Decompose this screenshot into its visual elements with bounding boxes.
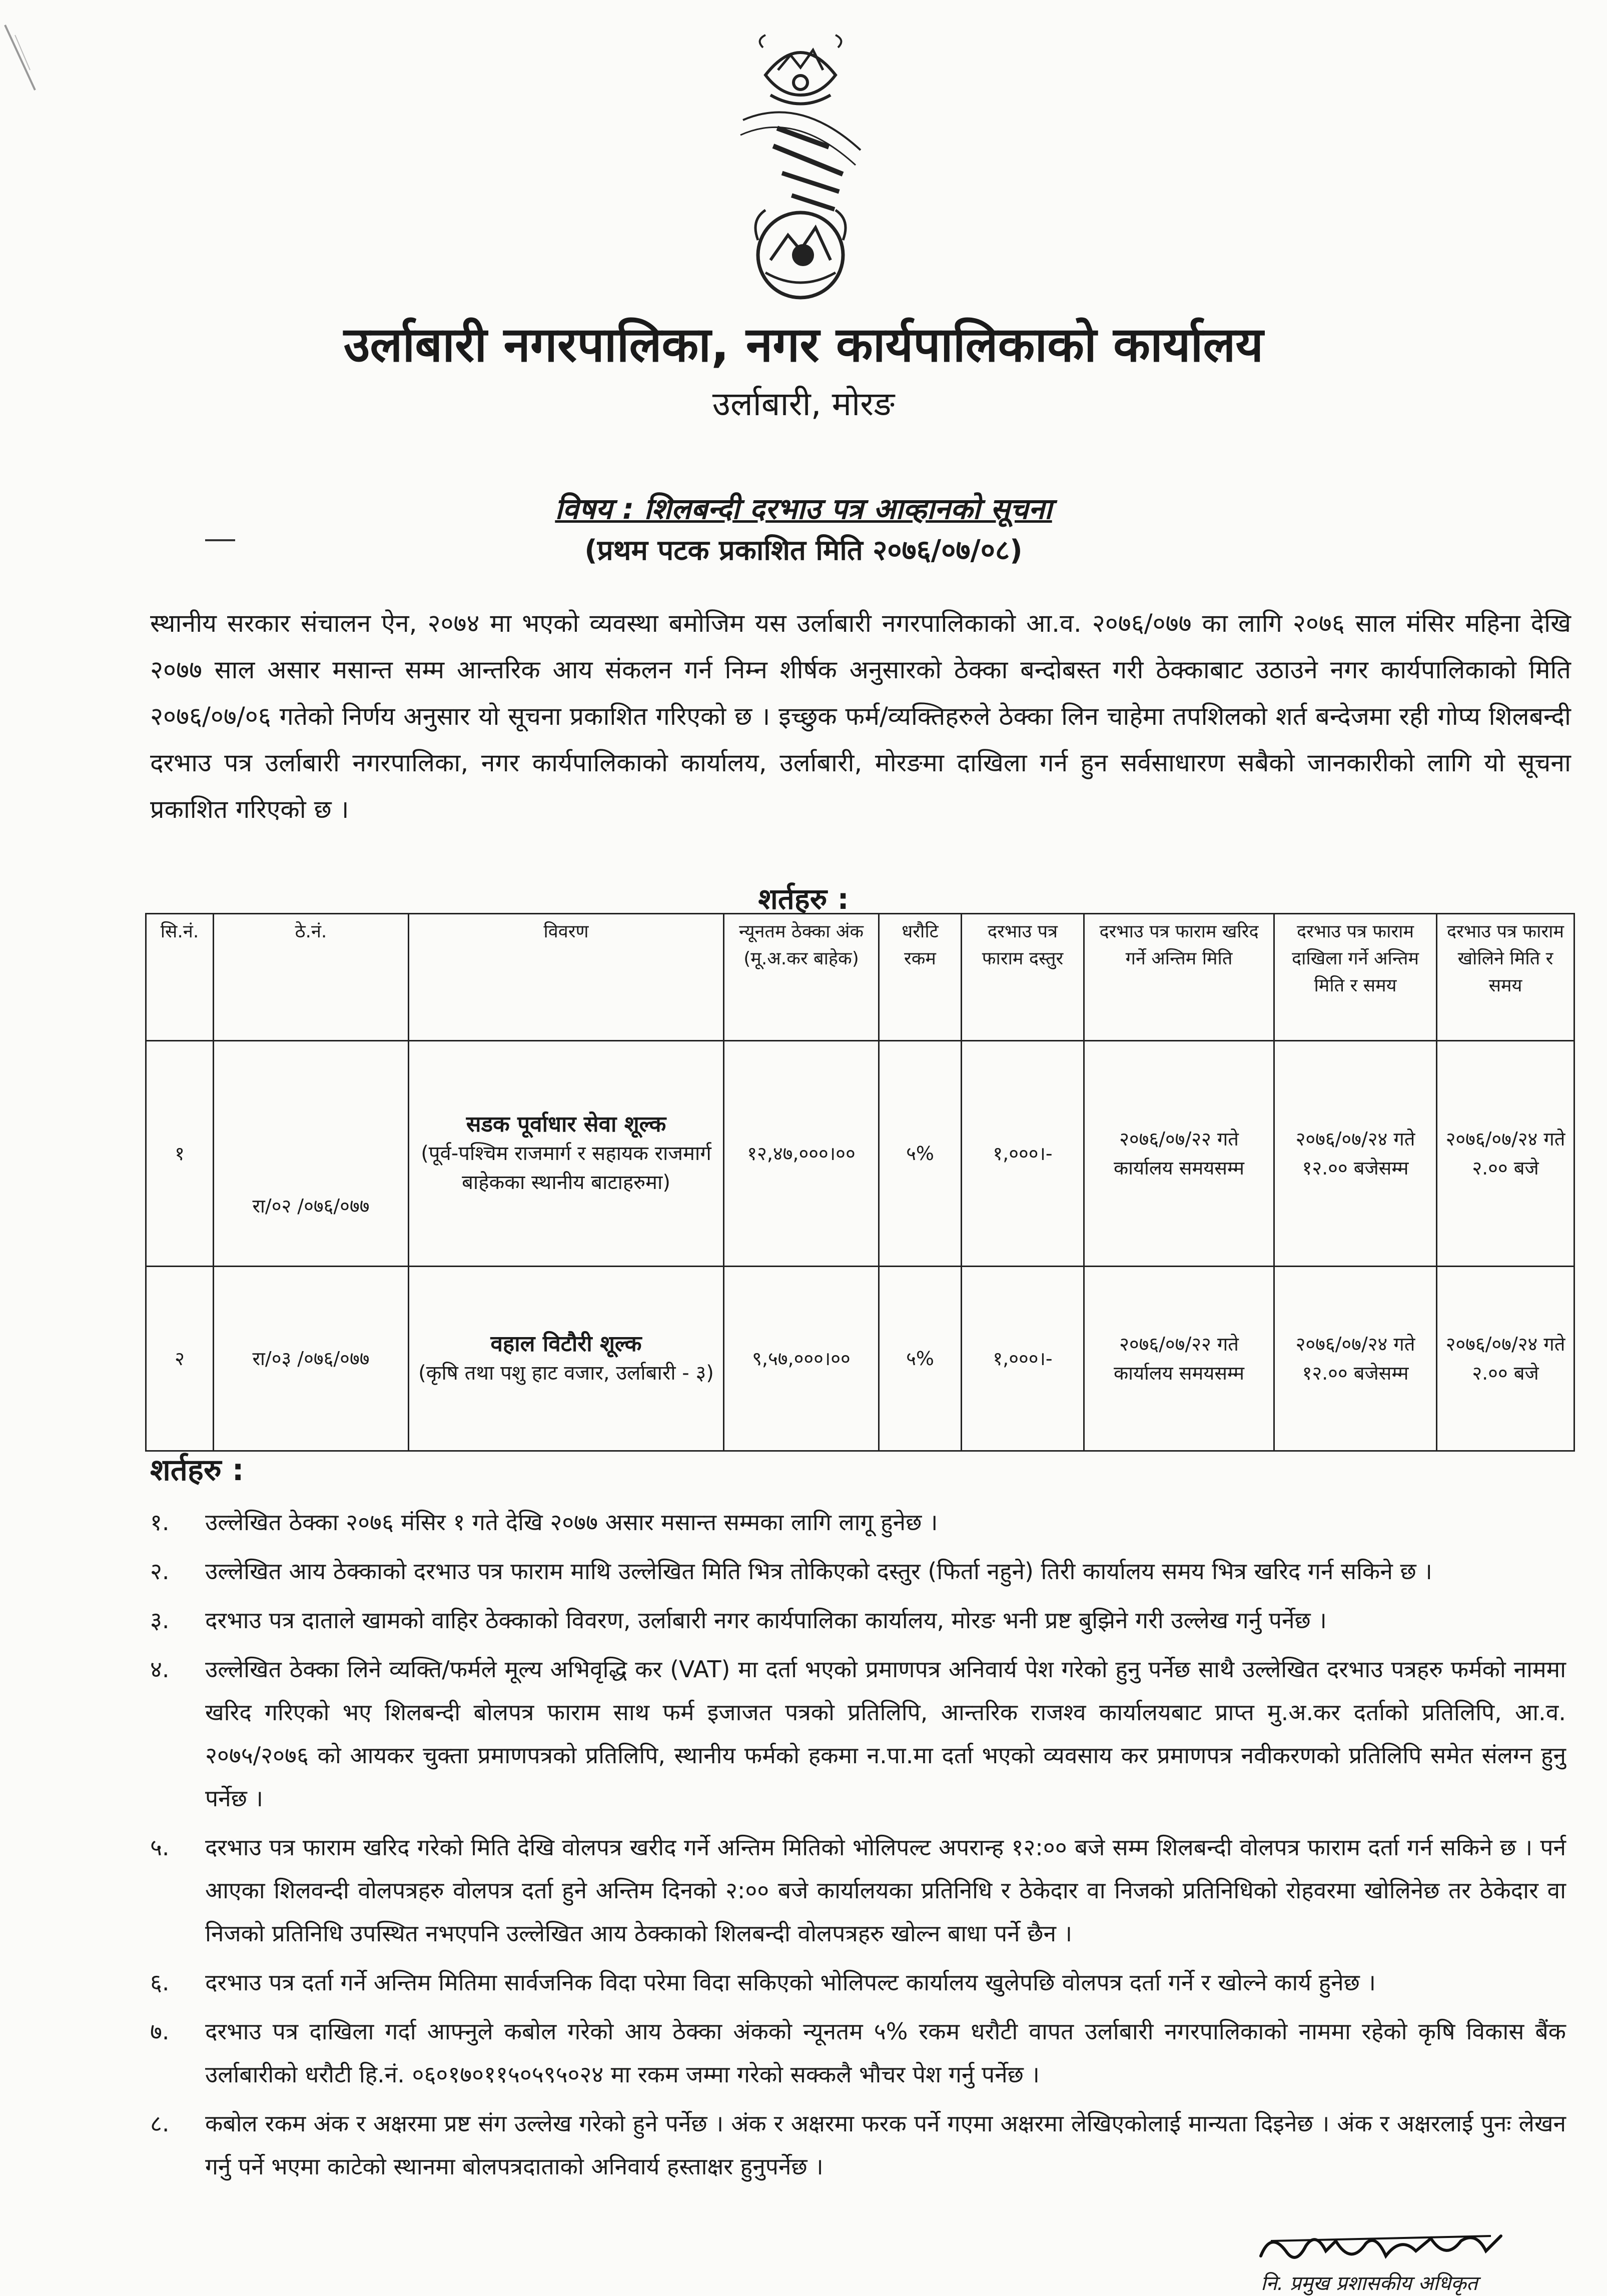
term-item [150,1961,1566,2004]
cell-description [409,1267,724,1451]
cell-description [409,1041,724,1267]
cell-form-fee: १,०००।- [962,1267,1084,1451]
term-number: ८. [150,2110,170,2137]
cell-sn: १ [146,1041,214,1267]
term-number: ६. [150,1969,170,1996]
cell-opening: २०७६/०७/२४ गते २.०० बजे [1437,1041,1574,1267]
terms-heading: शर्तहरु : [150,1453,244,1488]
term-text: उल्लेखित आय ठेक्काको दरभाउ पत्र फाराम माथि उल्लेखित मिति भित्र तोकिएको दस्तुर (फिर्ता नहुने) तिरी कार्यालय समय भित्र खरिद गर्न सकिने छ । [205,1558,1432,1585]
handwritten-signature [1251,2221,1511,2276]
cell-sn: २ [146,1267,214,1451]
col-header-form-fee: दरभाउ पत्र फाराम दस्तुर [962,914,1084,1041]
col-header-sn: सि.नं. [146,914,214,1041]
term-item [150,1826,1566,1955]
first-published-date: (प्रथम पटक प्रकाशित मिति २०७६/०७/०८) [584,534,1023,567]
cell-purchase-deadline: २०७६/०७/२२ गते कार्यालय समयसम्म [1084,1267,1274,1451]
cell-deposit: ५% [879,1267,962,1451]
item-detail: (पूर्व-पश्चिम राजमार्ग र सहायक राजमार्ग बाहेकका स्थानीय बाटाहरुमा) [421,1142,711,1194]
cell-min-amount: ९,५७,०००।०० [724,1267,879,1451]
term-item [150,1599,1566,1642]
term-item [150,1501,1566,1544]
term-number: ४. [150,1656,170,1683]
term-text: उल्लेखित ठेक्का लिने व्यक्ति/फर्मले मूल्य अभिवृद्धि कर (VAT) मा दर्ता भएको प्रमाणपत्र अनिवार्य पेश गरेको हुनु पर्नेछ साथै उल्लेखित दरभाउ पत्रहरु फर्मको नाममा खरिद गरिएको भए शिलबन्दी बोलपत्र फाराम साथ फर्म इजाजत पत्रको प्रतिलिपि, आन्तरिक राजश्व कार्यालयबाट प्राप्त मु.अ.कर दर्ताको प्रतिलिपि, आ.व. २०७५/२०७६ को आयकर चुक्ता प्रमाणपत्रको प्रतिलिपि, स्थानीय फर्मको हकमा न.पा.मा दर्ता भएको व्यवसाय कर प्रमाणपत्र नवीकरणको प्रतिलिपि समेत संलग्न हुनु पर्नेछ । [205,1656,1566,1812]
notice-subject: विषय : शिलबन्दी दरभाउ पत्र आव्हानको सूचना [555,492,1052,526]
terms-list [150,1501,1566,2194]
col-header-min-amount: न्यूनतम ठेक्का अंक (मू.अ.कर बाहेक) [724,914,879,1041]
cell-purchase-deadline: २०७६/०७/२२ गते कार्यालय समयसम्म [1084,1041,1274,1267]
col-header-description: विवरण [409,914,724,1041]
item-detail: (कृषि तथा पशु हाट वजार, उर्लाबारी - ३) [418,1362,714,1385]
term-item [150,2102,1566,2188]
term-item [150,1648,1566,1820]
table-row [146,1267,1574,1451]
term-number: ३. [150,1607,170,1634]
term-text: कबोल रकम अंक र अक्षरमा प्रष्ट संग उल्लेख गरेको हुने पर्नेछ । अंक र अक्षरमा फरक पर्ने गएमा अक्षरमा लेखिएकोलाई मान्यता दिइनेछ । अंक र अक्षरलाई पुनः लेखन गर्नु पर्ने भएमा काटेको स्थानमा बोलपत्रदाताको अनिवार्य हस्ताक्षर हुनुपर्नेछ । [205,2110,1566,2180]
term-text: दरभाउ पत्र दाताले खामको वाहिर ठेक्काको विवरण, उर्लाबारी नगर कार्यपालिका कार्यालय, मोरङ भनी प्रष्ट बुझिने गरी उल्लेख गर्नु पर्नेछ । [205,1607,1327,1634]
term-item [150,2010,1566,2096]
term-number: ५. [150,1834,170,1861]
scan-mark [0,15,60,95]
table-heading: शर्तहरु : [758,882,849,916]
col-header-purchase-deadline: दरभाउ पत्र फाराम खरिद गर्ने अन्तिम मिति [1084,914,1274,1041]
term-number: २. [150,1558,170,1585]
col-header-deposit: धरौटि रकम [879,914,962,1041]
cell-contract-no: रा/०२ /०७६/०७७ [214,1041,409,1267]
term-text: दरभाउ पत्र दाखिला गर्दा आफ्नुले कबोल गरेको आय ठेक्का अंकको न्यूनतम ५% रकम धरौटी वापत उर्लाबारी नगरपालिकाको नाममा रहेको कृषि विकास बैंक उर्लाबारीको धरौटी हि.नं. ०६०१७०११५०५९५०२४ मा रकम जम्मा गरेको सक्कलै भौचर पेश गर्नु पर्नेछ । [205,2018,1566,2088]
term-text: दरभाउ पत्र दर्ता गर्ने अन्तिम मितिमा सार्वजनिक विदा परेमा विदा सकिएको भोलिपल्ट कार्यालय खुलेपछि वोलपत्र दर्ता गर्ने र खोल्ने कार्य हुनेछ । [205,1969,1376,1996]
term-text: दरभाउ पत्र फाराम खरिद गरेको मिति देखि वोलपत्र खरीद गर्ने अन्तिम मितिको भोलिपल्ट अपरान्ह १२:०० बजे सम्म शिलबन्दी वोलपत्र फाराम दर्ता गर्न सकिने छ । पर्न आएका शिलवन्दी वोलपत्रहरु वोलपत्र दर्ता हुने अन्तिम दिनको २:०० बजे कार्यालयका प्रतिनिधि र ठेकेदार वा निजको प्रतिनिधिको रोहवरमा खोलिनेछ तर ठेकेदार वा निजको प्रतिनिधि उपस्थित नभएपनि उल्लेखित आय ठेक्काको शिलबन्दी वोलपत्रहरु खोल्न बाधा पर्ने छैन । [205,1834,1566,1947]
term-item [150,1550,1566,1593]
cell-form-fee: १,०००।- [962,1041,1084,1267]
office-location: उर्लाबारी, मोरङ [712,385,895,423]
tender-table [145,913,1575,1452]
cell-submit-deadline: २०७६/०७/२४ गते १२.०० बजेसम्म [1274,1267,1437,1451]
item-title: वहाल विटौरी शूल्क [490,1331,642,1357]
intro-paragraph: स्थानीय सरकार संचालन ऐन, २०७४ मा भएको व्यवस्था बमोजिम यस उर्लाबारी नगरपालिकाको आ.व. २०७६/०७७ का लागि २०७६ साल मंसिर महिना देखि २०७७ साल असार मसान्त सम्म आन्तरिक आय संकलन गर्न निम्न शीर्षक अनुसारको ठेक्का बन्दोबस्त गरी ठेक्काबाट उठाउने नगर कार्यपालिकाको मिति २०७६/०७/०६ गतेको निर्णय अनुसार यो सूचना प्रकाशित गरिएको छ । इच्छुक फर्म/व्यक्तिहरुले ठेक्का लिन चाहेमा तपशिलको शर्त बन्देजमा रही गोप्य शिलबन्दी दरभाउ पत्र उर्लाबारी नगरपालिका, नगर कार्यपालिकाको कार्यालय, उर्लाबारी, मोरङमा दाखिला गर्न हुन सर्वसाधारण सबैको जानकारीको लागि यो सूचना प्रकाशित गरिएको छ । [150,609,1571,824]
term-number: ७. [150,2018,170,2045]
table-row [146,1041,1574,1267]
cell-opening: २०७६/०७/२४ गते २.०० बजे [1437,1267,1574,1451]
col-header-contract-no: ठे.नं. [214,914,409,1041]
table-header-row [146,914,1574,1041]
office-title: उर्लाबारी नगरपालिका, नगर कार्यपालिकाको कार्यालय [343,317,1264,373]
cell-contract-no: रा/०३ /०७६/०७७ [214,1267,409,1451]
col-header-opening: दरभाउ पत्र फाराम खोलिने मिति र समय [1437,914,1574,1041]
term-number: १. [150,1509,170,1536]
term-text: उल्लेखित ठेक्का २०७६ मंसिर १ गते देखि २०७७ असार मसान्त सम्मका लागि लागू हुनेछ । [205,1509,938,1536]
cell-deposit: ५% [879,1041,962,1267]
item-title: सडक पूर्वाधार सेवा शूल्क [466,1111,666,1137]
cell-submit-deadline: २०७६/०७/२४ गते १२.०० बजेसम्म [1274,1041,1437,1267]
municipality-seal [695,20,906,310]
col-header-submit-deadline: दरभाउ पत्र फाराम दाखिला गर्ने अन्तिम मिति र समय [1274,914,1437,1041]
signatory-title: नि. प्रमुख प्रशासकीय अधिकृत [1261,2272,1478,2295]
cell-min-amount: १२,४७,०००।०० [724,1041,879,1267]
